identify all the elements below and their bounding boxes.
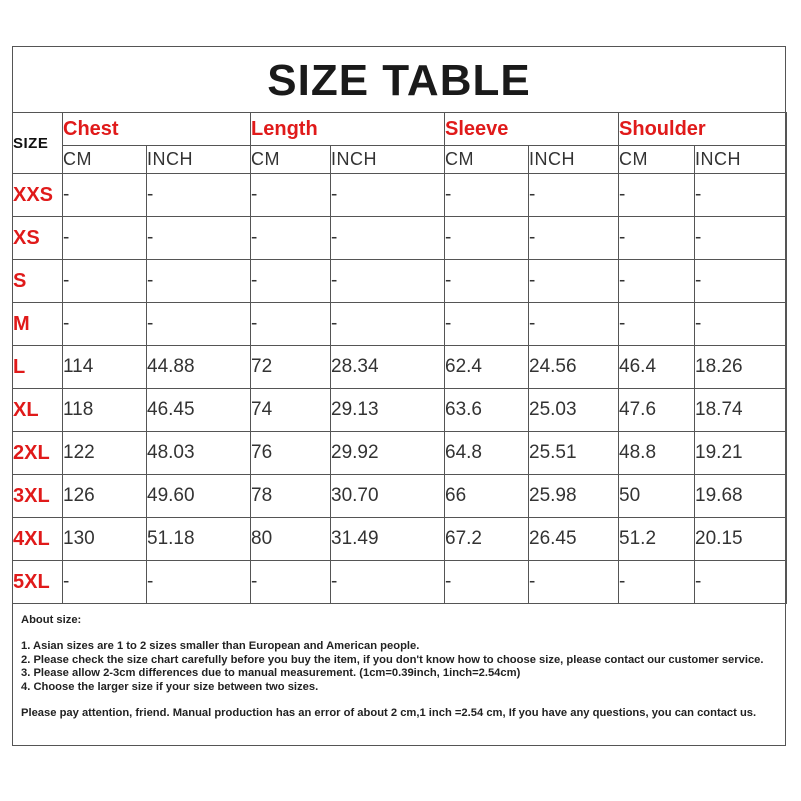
table-row bbox=[13, 174, 787, 217]
size-label: XS bbox=[13, 217, 63, 260]
table-cell: 28.34 bbox=[331, 346, 445, 389]
group-header-sleeve: Sleeve bbox=[445, 113, 619, 146]
table-cell: 25.03 bbox=[529, 389, 619, 432]
size-label: XL bbox=[13, 389, 63, 432]
table-cell: 62.4 bbox=[445, 346, 529, 389]
table-cell: - bbox=[63, 217, 147, 260]
size-column-header: SIZE bbox=[13, 113, 63, 174]
table-cell: 50 bbox=[619, 475, 695, 518]
size-label: 2XL bbox=[13, 432, 63, 475]
table-cell: - bbox=[695, 561, 787, 604]
table-cell: 24.56 bbox=[529, 346, 619, 389]
table-cell: 72 bbox=[251, 346, 331, 389]
size-label: XXS bbox=[13, 174, 63, 217]
table-cell: - bbox=[251, 174, 331, 217]
unit-header: INCH bbox=[147, 146, 251, 174]
table-cell: 80 bbox=[251, 518, 331, 561]
unit-header: INCH bbox=[331, 146, 445, 174]
table-cell: - bbox=[147, 217, 251, 260]
table-cell: 29.13 bbox=[331, 389, 445, 432]
size-label: 3XL bbox=[13, 475, 63, 518]
size-label: 5XL bbox=[13, 561, 63, 604]
size-table bbox=[12, 112, 787, 604]
size-label: 4XL bbox=[13, 518, 63, 561]
table-cell: - bbox=[695, 260, 787, 303]
table-cell: 130 bbox=[63, 518, 147, 561]
group-header-length: Length bbox=[251, 113, 445, 146]
table-cell: - bbox=[529, 174, 619, 217]
note-item: 1. Asian sizes are 1 to 2 sizes smaller than European and American people. bbox=[21, 640, 420, 653]
table-cell: 46.4 bbox=[619, 346, 695, 389]
table-cell: - bbox=[529, 217, 619, 260]
table-cell: - bbox=[331, 561, 445, 604]
table-row bbox=[13, 432, 787, 475]
table-cell: - bbox=[147, 174, 251, 217]
note-item: 4. Choose the larger size if your size between two sizes. bbox=[21, 680, 319, 693]
table-row bbox=[13, 260, 787, 303]
table-cell: 25.51 bbox=[529, 432, 619, 475]
table-cell: 51.18 bbox=[147, 518, 251, 561]
table-cell: - bbox=[63, 561, 147, 604]
table-row bbox=[13, 346, 787, 389]
table-cell: 30.70 bbox=[331, 475, 445, 518]
table-cell: - bbox=[147, 303, 251, 346]
unit-header: CM bbox=[251, 146, 331, 174]
size-label: M bbox=[13, 303, 63, 346]
table-row bbox=[13, 561, 787, 604]
table-cell: - bbox=[619, 260, 695, 303]
table-cell: - bbox=[619, 174, 695, 217]
table-cell: - bbox=[529, 260, 619, 303]
table-cell: 29.92 bbox=[331, 432, 445, 475]
table-cell: - bbox=[63, 260, 147, 303]
page-title: SIZE TABLE bbox=[267, 56, 531, 105]
table-cell: - bbox=[251, 303, 331, 346]
notes-footer: Please pay attention, friend. Manual production has an error of about 2 cm,1 inch =2.54 cm, If you have any questions, you can contact us. bbox=[21, 707, 757, 720]
table-cell: 122 bbox=[63, 432, 147, 475]
table-cell: 67.2 bbox=[445, 518, 529, 561]
table-cell: 20.15 bbox=[695, 518, 787, 561]
table-cell: 126 bbox=[63, 475, 147, 518]
table-cell: - bbox=[331, 303, 445, 346]
size-label: L bbox=[13, 346, 63, 389]
table-cell: 31.49 bbox=[331, 518, 445, 561]
table-cell: - bbox=[695, 174, 787, 217]
table-cell: - bbox=[695, 217, 787, 260]
table-row bbox=[13, 518, 787, 561]
table-cell: - bbox=[619, 561, 695, 604]
table-cell: 18.74 bbox=[695, 389, 787, 432]
table-cell: 78 bbox=[251, 475, 331, 518]
table-cell: - bbox=[445, 260, 529, 303]
table-cell: 118 bbox=[63, 389, 147, 432]
table-cell: - bbox=[251, 217, 331, 260]
table-cell: 18.26 bbox=[695, 346, 787, 389]
table-cell: 74 bbox=[251, 389, 331, 432]
table-cell: - bbox=[331, 260, 445, 303]
table-row bbox=[13, 303, 787, 346]
table-cell: - bbox=[529, 561, 619, 604]
note-item: 2. Please check the size chart carefully before you buy the item, if you don't know how to choose size, please contact our customer service. bbox=[21, 653, 764, 666]
table-cell: - bbox=[529, 303, 619, 346]
table-cell: - bbox=[63, 174, 147, 217]
unit-header: CM bbox=[63, 146, 147, 174]
table-row bbox=[13, 389, 787, 432]
table-cell: - bbox=[147, 561, 251, 604]
table-cell: 26.45 bbox=[529, 518, 619, 561]
table-cell: - bbox=[619, 303, 695, 346]
table-cell: 25.98 bbox=[529, 475, 619, 518]
table-cell: - bbox=[331, 174, 445, 217]
table-cell: 64.8 bbox=[445, 432, 529, 475]
note-item: 3. Please allow 2-3cm differences due to manual measurement. (1cm=0.39inch, 1inch=2.54cm) bbox=[21, 667, 521, 680]
unit-header: CM bbox=[619, 146, 695, 174]
unit-header: CM bbox=[445, 146, 529, 174]
table-cell: - bbox=[63, 303, 147, 346]
table-cell: 19.21 bbox=[695, 432, 787, 475]
table-cell: - bbox=[251, 260, 331, 303]
table-cell: 51.2 bbox=[619, 518, 695, 561]
table-cell: 19.68 bbox=[695, 475, 787, 518]
table-cell: - bbox=[695, 303, 787, 346]
size-notes bbox=[12, 608, 786, 746]
table-cell: 46.45 bbox=[147, 389, 251, 432]
table-cell: - bbox=[445, 561, 529, 604]
table-cell: - bbox=[331, 217, 445, 260]
table-cell: - bbox=[251, 561, 331, 604]
group-header-shoulder: Shoulder bbox=[619, 113, 787, 146]
table-row bbox=[13, 217, 787, 260]
table-cell: 48.03 bbox=[147, 432, 251, 475]
size-rows bbox=[13, 174, 787, 604]
table-cell: 76 bbox=[251, 432, 331, 475]
table-cell: 114 bbox=[63, 346, 147, 389]
table-cell: 49.60 bbox=[147, 475, 251, 518]
table-cell: - bbox=[445, 303, 529, 346]
table-cell: 66 bbox=[445, 475, 529, 518]
table-cell: 63.6 bbox=[445, 389, 529, 432]
table-cell: 44.88 bbox=[147, 346, 251, 389]
unit-header: INCH bbox=[529, 146, 619, 174]
table-cell: - bbox=[147, 260, 251, 303]
table-cell: - bbox=[619, 217, 695, 260]
unit-header: INCH bbox=[695, 146, 787, 174]
table-cell: - bbox=[445, 174, 529, 217]
group-header-chest: Chest bbox=[63, 113, 251, 146]
size-label: S bbox=[13, 260, 63, 303]
notes-heading: About size: bbox=[21, 614, 82, 626]
table-cell: 48.8 bbox=[619, 432, 695, 475]
table-cell: - bbox=[445, 217, 529, 260]
table-row bbox=[13, 475, 787, 518]
table-cell: 47.6 bbox=[619, 389, 695, 432]
